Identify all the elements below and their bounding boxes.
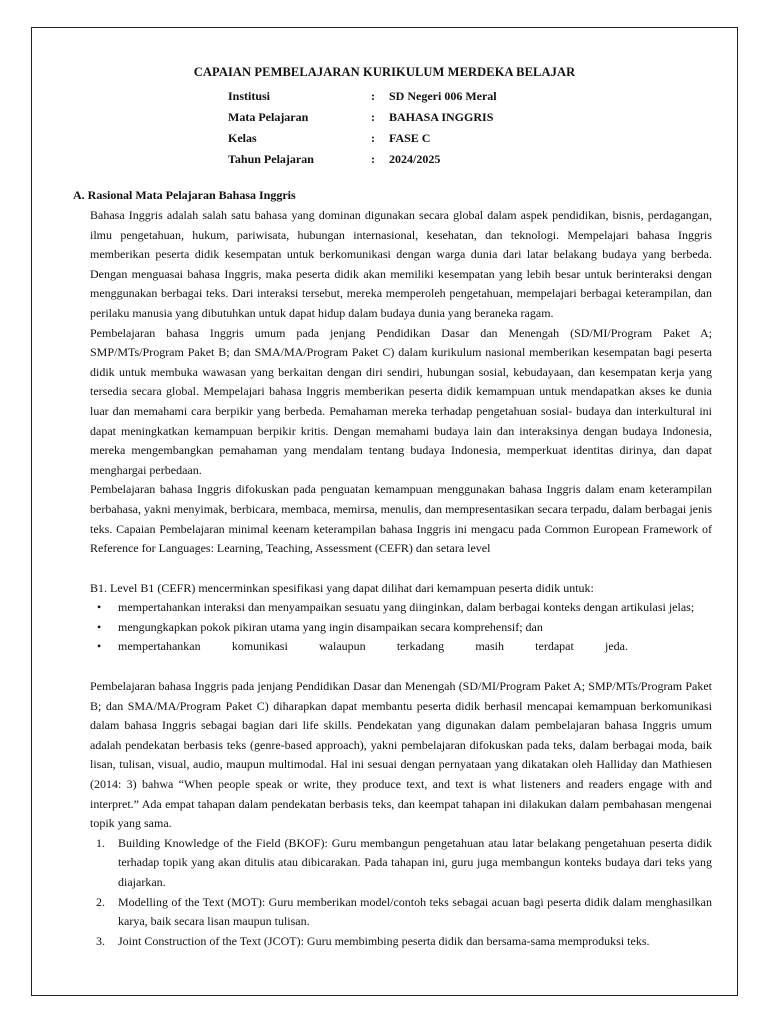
list-item [90,618,712,638]
b1-bullet-list [90,598,712,657]
spacer [90,559,712,579]
bullet-icon: • [97,619,102,634]
info-label: Kelas [228,131,257,145]
info-label: Institusi [228,89,271,103]
list-item-text: mengungkapkan pokok pikiran utama yang ingin disampaikan secara komprehensif; dan [118,619,543,634]
b1-intro: B1. Level B1 (CEFR) mencerminkan spesifikasi yang dapat dilihat dari kemampuan peserta didik untuk: [90,580,594,595]
approach-steps-list [90,834,712,952]
paragraph-1: Bahasa Inggris adalah salah satu bahasa yang dominan digunakan secara global dalam aspek pendidikan, bisnis, perdagangan, ilmu pengetahuan, hukum, pariwisata, hubungan internasional, kesehatan, dan teknologi. Mempelajari bahasa Inggris memberikan peserta didik kesempatan untuk berkomunikasi dengan warga dunia dari latar belakang budaya yang berbeda. Dengan menguasai bahasa Inggris, maka peserta didik akan memiliki kesempatan yang lebih besar untuk berinteraksi dengan menggunakan berbagai teks. Dari interaksi tersebut, mereka memperoleh pengetahuan, mempelajari berbagai keterampilan, dan perilaku manusia yang dibutuhkan untuk dapat hidup dalam budaya dunia yang beraneka ragam. [90,208,712,320]
info-row-mata-pelajaran [228,107,497,128]
info-colon: : [371,152,375,166]
info-table [228,86,497,170]
paragraph-2: Pembelajaran bahasa Inggris umum pada jenjang Pendidikan Dasar dan Menengah (SD/MI/Program Paket A; SMP/MTs/Program Paket B; dan SMA/MA/Program Paket C) dalam kurikulum nasional memberikan kesempatan bagi peserta didik untuk membuka wawasan yang berkaitan dengan diri sendiri, hubungan sosial, kebudayaan, dan kesempatan kerja yang tersedia secara global. Mempelajari bahasa Inggris memberikan peserta didik kemampuan untuk mendapatkan akses ke dunia luar dan memahami cara berpikir yang berbeda. Pemahaman mereka terhadap pengetahuan sosial- budaya dan interkultural ini dapat meningkatkan kemampuan berpikir kritis. Dengan memahami budaya lain dan interaksinya dengan budaya Indonesia, mereka mengembangkan pemahaman yang mendalam tentang budaya Indonesia, memperkuat identitas dirinya, dan dapat menghargai perbedaan. [90,325,712,477]
info-label: Tahun Pelajaran [228,152,314,166]
info-label: Mata Pelajaran [228,110,309,124]
info-value: FASE C [389,131,431,145]
info-value: SD Negeri 006 Meral [389,89,497,103]
list-item-text: mempertahankan komunikasi walaupun terkadang masih terdapat jeda. [118,639,628,654]
list-item [90,932,712,952]
section-content [90,206,712,951]
spacer [90,657,712,677]
list-item-text: mempertahankan interaksi dan menyampaikan sesuatu yang diinginkan, dalam berbagai konteks dengan artikulasi jelas; [118,600,695,615]
info-row-tahun-pelajaran [228,149,497,170]
list-item [90,834,712,893]
paragraph-4: Pembelajaran bahasa Inggris pada jenjang Pendidikan Dasar dan Menengah (SD/MI/Program Paket A; SMP/MTs/Program Paket B; dan SMA/MA/Program Paket C) diharapkan dapat membantu peserta didik berhasil mencapai kemampuan berkomunikasi dalam bahasa Inggris sebagai bagian dari life skills. Pendekatan yang digunakan dalam pembelajaran bahasa Inggris umum adalah pendekatan berbasis teks (genre-based approach), yakni pembelajaran difokuskan pada teks, dalam berbagai moda, baik lisan, tulisan, visual, audio, maupun multimodal. Hal ini sesuai dengan pernyataan yang dikatakan oleh Halliday dan Mathiesen (2014: 3) bahwa “When people speak or write, they produce text, and text is what listeners and readers engage with and interpret.” Ada empat tahapan dalam pendekatan berbasis teks, dan keempat tahapan ini dilakukan dalam pembahasan mengenai topik yang sama. [90,679,712,831]
info-value: 2024/2025 [389,152,441,166]
bullet-icon: • [97,639,102,654]
step-text: Building Knowledge of the Field (BKOF): Guru membangun pengetahuan atau latar belakang pengetahuan peserta didik terhadap topik yang akan ditulis atau dibicarakan. Pada tahapan ini, guru juga membangun konteks budaya dari teks yang diajarkan. [118,835,712,889]
info-colon: : [371,89,375,103]
bullet-icon: • [97,600,102,615]
info-colon: : [371,110,375,124]
info-value: BAHASA INGGRIS [389,110,494,124]
info-row-institusi [228,86,497,107]
step-text: Modelling of the Text (MOT): Guru memberikan model/contoh teks sebagai acuan bagi peserta didik dalam menghasilkan karya, baik secara lisan maupun tulisan. [118,894,712,929]
document-title: CAPAIAN PEMBELAJARAN KURIKULUM MERDEKA BELAJAR [193,65,576,79]
paragraph-3: Pembelajaran bahasa Inggris difokuskan pada penguatan kemampuan menggunakan bahasa Inggris dalam enam keterampilan berbahasa, yakni menyimak, berbicara, membaca, memirsa, menulis, dan mempresentasikan secara terpadu, dalam berbagai jenis teks. Capaian Pembelajaran minimal keenam keterampilan bahasa Inggris ini mengacu pada Common European Framework of Reference for Languages: Learning, Teaching, Assessment (CEFR) dan setara level [90,482,712,556]
list-item [90,893,712,932]
step-number: 3. [96,933,105,948]
list-item [90,598,712,618]
step-number: 2. [96,894,105,909]
document-page [31,27,738,996]
section-heading: A. Rasional Mata Pelajaran Bahasa Inggris [73,188,296,202]
step-number: 1. [96,835,105,850]
info-colon: : [371,131,375,145]
info-row-kelas [228,128,497,149]
list-item [90,637,712,657]
step-text: Joint Construction of the Text (JCOT): Guru membimbing peserta didik dan bersama-sama memproduksi teks. [118,933,650,948]
